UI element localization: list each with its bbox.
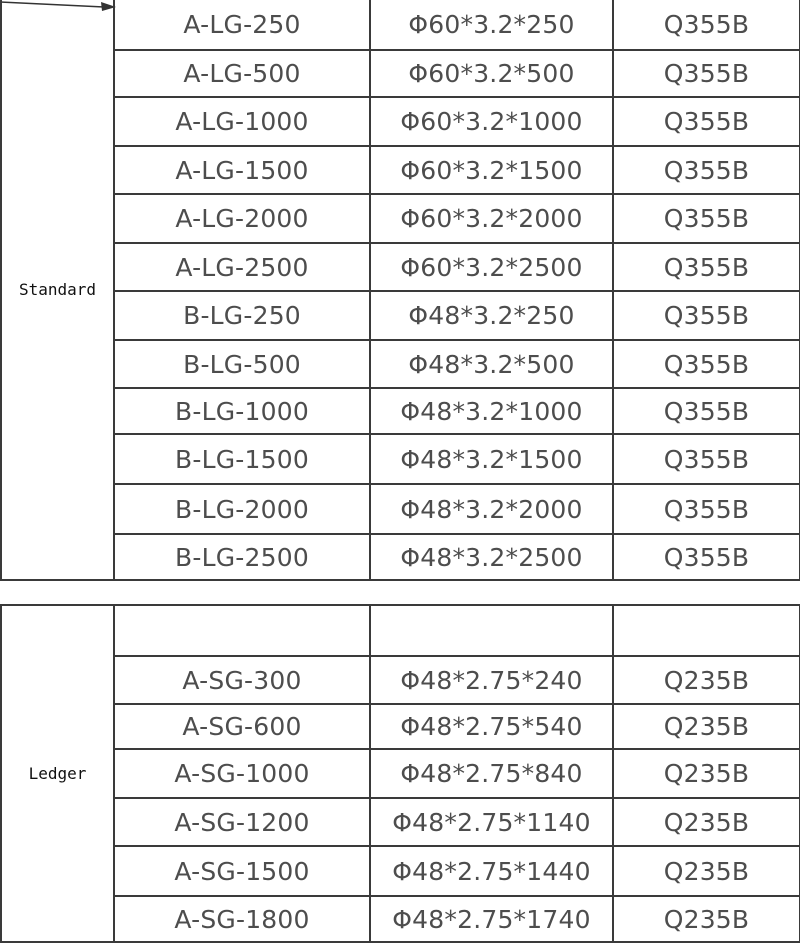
spec-cell: Φ48*2.75*540 (370, 704, 613, 749)
material-cell: Q355B (613, 194, 800, 243)
model-cell: A-LG-500 (114, 50, 370, 97)
material-cell: Q235B (613, 656, 800, 704)
material-cell: Q235B (613, 798, 800, 846)
table-row (1, 484, 800, 534)
table-row (1, 704, 800, 749)
spec-cell: Φ60*3.2*2000 (370, 194, 613, 243)
model-cell: B-LG-250 (114, 291, 370, 340)
model-cell: A-SG-600 (114, 704, 370, 749)
model-cell: B-LG-1500 (114, 434, 370, 484)
group-label-ledger: Ledger (1, 605, 114, 942)
model-cell: A-SG-1500 (114, 846, 370, 896)
table-row (1, 656, 800, 704)
table-row (1, 194, 800, 243)
model-cell: B-LG-2000 (114, 484, 370, 534)
table-row (1, 605, 800, 656)
spec-cell: Φ48*3.2*250 (370, 291, 613, 340)
table-row (1, 50, 800, 97)
spec-cell: Φ60*3.2*2500 (370, 243, 613, 291)
model-cell: A-LG-2500 (114, 243, 370, 291)
spec-cell (370, 605, 613, 656)
table-row (1, 846, 800, 896)
spec-cell: Φ48*2.75*1140 (370, 798, 613, 846)
table-row (1, 291, 800, 340)
material-cell (613, 605, 800, 656)
spec-cell: Φ48*2.75*1440 (370, 846, 613, 896)
material-cell: Q355B (613, 50, 800, 97)
spec-cell: Φ48*2.75*240 (370, 656, 613, 704)
spec-cell: Φ60*3.2*1500 (370, 146, 613, 194)
spec-cell: Φ60*3.2*250 (370, 0, 613, 50)
material-cell: Q355B (613, 434, 800, 484)
spec-cell: Φ48*3.2*500 (370, 340, 613, 388)
material-cell: Q235B (613, 896, 800, 942)
model-cell: A-SG-300 (114, 656, 370, 704)
model-cell: A-LG-1000 (114, 97, 370, 146)
model-cell: A-SG-1800 (114, 896, 370, 942)
model-cell: A-SG-1000 (114, 749, 370, 798)
model-cell: A-LG-250 (114, 0, 370, 50)
ledger-table (0, 604, 800, 943)
model-cell: B-LG-2500 (114, 534, 370, 580)
material-cell: Q355B (613, 534, 800, 580)
table-row (1, 340, 800, 388)
model-cell: B-LG-500 (114, 340, 370, 388)
spec-cell: Φ48*2.75*840 (370, 749, 613, 798)
model-cell: A-LG-2000 (114, 194, 370, 243)
model-cell: A-LG-1500 (114, 146, 370, 194)
material-cell: Q355B (613, 97, 800, 146)
material-cell: Q355B (613, 291, 800, 340)
table-row (1, 749, 800, 798)
table-row (1, 534, 800, 580)
material-cell: Q235B (613, 704, 800, 749)
table-row (1, 97, 800, 146)
model-cell: B-LG-1000 (114, 388, 370, 434)
material-cell: Q355B (613, 340, 800, 388)
spec-cell: Φ60*3.2*1000 (370, 97, 613, 146)
model-cell (114, 605, 370, 656)
group-label-standard: Standard (1, 0, 114, 580)
spec-cell: Φ48*3.2*1000 (370, 388, 613, 434)
material-cell: Q355B (613, 484, 800, 534)
table-row (1, 243, 800, 291)
material-cell: Q355B (613, 0, 800, 50)
material-cell: Q355B (613, 146, 800, 194)
table-row (1, 0, 800, 50)
spec-cell: Φ60*3.2*500 (370, 50, 613, 97)
spec-cell: Φ48*2.75*1740 (370, 896, 613, 942)
spec-cell: Φ48*3.2*1500 (370, 434, 613, 484)
spec-cell: Φ48*3.2*2500 (370, 534, 613, 580)
material-cell: Q355B (613, 243, 800, 291)
table-row (1, 388, 800, 434)
spec-cell: Φ48*3.2*2000 (370, 484, 613, 534)
material-cell: Q355B (613, 388, 800, 434)
material-cell: Q235B (613, 749, 800, 798)
table-row (1, 146, 800, 194)
material-cell: Q235B (613, 846, 800, 896)
table-row (1, 896, 800, 942)
table-row (1, 434, 800, 484)
table-row (1, 798, 800, 846)
model-cell: A-SG-1200 (114, 798, 370, 846)
